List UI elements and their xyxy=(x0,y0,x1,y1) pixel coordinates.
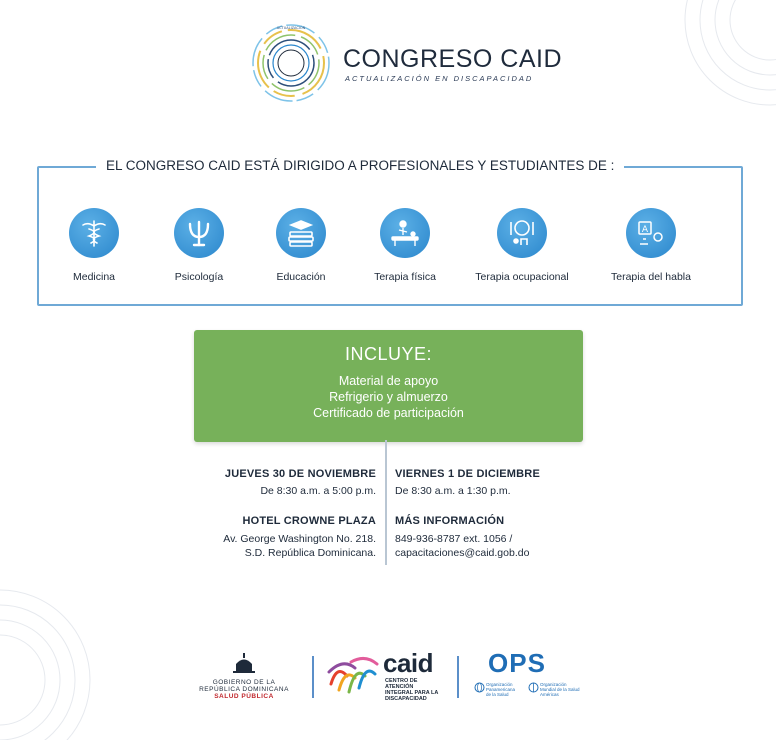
day1-heading: JUEVES 30 DE NOVIEMBRE xyxy=(224,468,376,480)
congreso-logo-icon xyxy=(250,22,332,104)
venue-line1: Av. George Washington No. 218. xyxy=(223,533,376,545)
profession-label: Psicología xyxy=(174,271,224,283)
profession-label: Terapia física xyxy=(374,271,436,283)
ops-sub: Mundial de la Salud xyxy=(540,687,580,692)
svg-text:A: A xyxy=(641,225,649,235)
caid-sub: ATENCIÓN xyxy=(385,684,414,690)
venue-line2: S.D. República Dominicana. xyxy=(244,547,376,559)
ops-sub: Organización xyxy=(540,682,567,687)
footer-separator xyxy=(312,656,314,698)
caid-sub: DISCAPACIDAD xyxy=(385,696,427,702)
caid-emblem-icon xyxy=(325,654,381,698)
logo-ring-text: ACTUALIZACIÓN xyxy=(276,26,306,30)
ops-word: OPS xyxy=(488,648,546,678)
books-icon xyxy=(276,208,326,258)
footer-separator xyxy=(457,656,459,698)
day2-time: De 8:30 a.m. a 1:30 p.m. xyxy=(395,485,511,497)
includes-box xyxy=(194,330,583,442)
background-arcs-top-right xyxy=(640,0,776,130)
gov-line2: REPÚBLICA DOMINICANA xyxy=(199,686,289,693)
massage-icon xyxy=(380,208,430,258)
occupational-icon xyxy=(497,208,547,258)
ops-logo xyxy=(472,650,588,704)
includes-heading: INCLUYE: xyxy=(344,344,433,364)
psi-icon xyxy=(174,208,224,258)
gov-line1: GOBIERNO DE LA xyxy=(212,679,276,686)
profession-label: Medicina xyxy=(72,271,116,283)
caid-logo xyxy=(325,648,445,704)
government-seal-icon xyxy=(192,652,296,674)
ops-sub: Américas xyxy=(540,692,559,697)
profession-label: Terapia del habla xyxy=(611,271,691,283)
venue-heading: HOTEL CROWNE PLAZA xyxy=(242,515,376,527)
gov-line3: SALUD PÚBLICA xyxy=(214,693,274,700)
page-subtitle: ACTUALIZACIÓN EN DISCAPACIDAD xyxy=(345,74,534,83)
globe-icon xyxy=(474,682,485,693)
day1-time: De 8:30 a.m. a 5:00 p.m. xyxy=(260,485,376,497)
salud-publica-logo xyxy=(192,652,296,700)
info-divider xyxy=(385,440,387,565)
ops-sub: Panamericana xyxy=(486,687,516,692)
contact-phone: 849-936-8787 ext. 1056 / xyxy=(395,533,513,545)
day2-heading: VIERNES 1 DE DICIEMBRE xyxy=(395,468,540,480)
profession-terapia-fisica xyxy=(340,208,470,283)
caid-sub: CENTRO DE xyxy=(385,678,418,684)
speech-icon xyxy=(626,208,676,258)
contact-email[interactable]: capacitaciones@caid.gob.do xyxy=(395,547,530,559)
caid-sub: INTEGRAL PARA LA xyxy=(385,690,439,696)
who-emblem-icon xyxy=(528,682,539,693)
ops-sub: Organización xyxy=(486,682,513,687)
audience-heading: EL CONGRESO CAID ESTÁ DIRIGIDO A PROFESIONALES Y ESTUDIANTES DE : xyxy=(96,158,624,173)
page-title: CONGRESO CAID xyxy=(343,45,563,73)
caid-word: caid xyxy=(383,648,434,678)
profession-terapia-habla xyxy=(586,208,716,283)
background-arcs-bottom-left xyxy=(0,570,140,740)
contact-heading: MÁS INFORMACIÓN xyxy=(395,515,505,527)
includes-item: Refrigerio y almuerzo xyxy=(329,390,448,404)
profession-label: Terapia ocupacional xyxy=(475,271,569,283)
includes-item: Certificado de participación xyxy=(313,406,464,420)
ops-sub: de la Salud xyxy=(486,692,509,697)
profession-terapia-ocupacional xyxy=(457,208,587,283)
caduceus-icon xyxy=(69,208,119,258)
includes-item: Material de apoyo xyxy=(338,374,439,388)
profession-label: Educación xyxy=(276,271,326,283)
